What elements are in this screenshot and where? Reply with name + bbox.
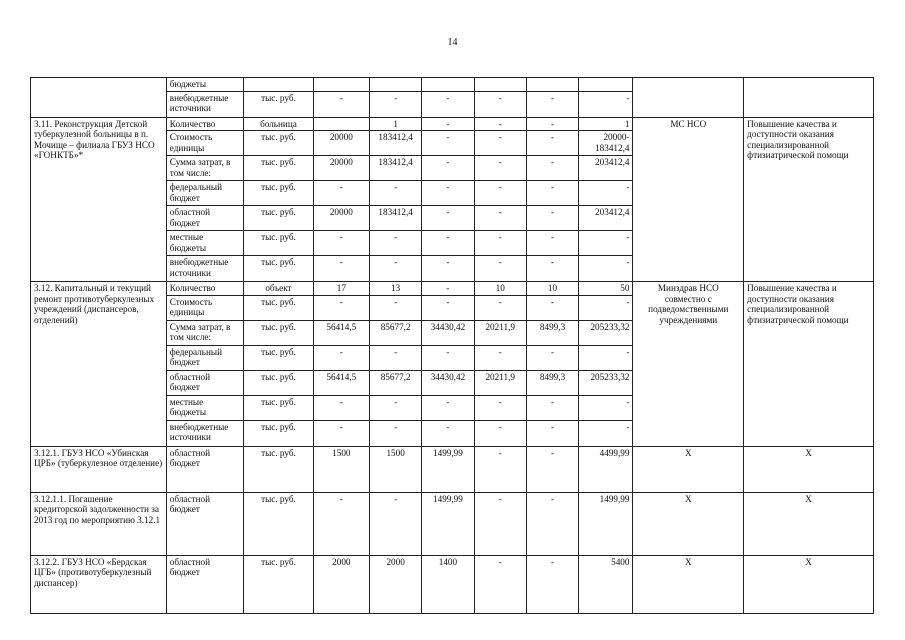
value-cell: - [313,231,369,256]
value-cell: - [313,345,369,370]
value-cell [526,78,578,92]
unit-cell: тыс. руб. [244,492,313,555]
executor-cell: X [633,446,744,492]
value-cell: - [422,345,474,370]
unit-cell: тыс. руб. [244,206,313,231]
executor-cell: X [633,492,744,555]
executor-cell: X [633,555,744,613]
value-cell: 13 [369,282,421,296]
unit-cell: тыс. руб. [244,256,313,282]
value-cell: 1 [579,117,633,131]
source-cell: Стоимость единицы [166,131,243,156]
value-cell: 203412,4 [579,206,633,231]
section-cell: 3.11. Реконструкция Детской туберкулезной больницы в п. Мочище – филиала ГБУЗ НСО «ГОНКТБ»* [31,117,167,282]
value-cell: - [369,256,421,282]
value-cell [313,117,369,131]
value-cell: 1 [369,117,421,131]
result-cell: X [744,555,874,613]
value-cell: - [313,492,369,555]
value-cell: - [422,181,474,206]
value-cell: - [422,206,474,231]
value-cell: - [422,282,474,296]
source-cell: внебюджетные источники [166,420,243,446]
value-cell: 1499,99 [422,492,474,555]
value-cell: - [474,231,526,256]
value-cell: 20000 [313,206,369,231]
value-cell: 1500 [369,446,421,492]
value-cell: 34430,42 [422,370,474,395]
table-row [31,492,874,555]
value-cell: - [474,555,526,613]
value-cell: - [579,345,633,370]
value-cell: 50 [579,282,633,296]
value-cell: 1500 [313,446,369,492]
value-cell: - [369,345,421,370]
source-cell: областной бюджет [166,206,243,231]
value-cell: - [313,395,369,420]
value-cell: - [422,117,474,131]
value-cell: - [474,91,526,117]
value-cell: - [369,295,421,320]
result-cell: X [744,492,874,555]
value-cell: 205233,32 [579,370,633,395]
section-cell: 3.12.1. ГБУЗ НСО «Убинская ЦРБ» (туберкулезное отделение) [31,446,167,492]
section-cell [31,78,167,118]
result-cell [744,78,874,118]
table-row [31,117,874,131]
source-cell: Количество [166,282,243,296]
unit-cell: тыс. руб. [244,370,313,395]
value-cell [474,78,526,92]
table-row [31,78,874,92]
value-cell: - [474,117,526,131]
unit-cell: тыс. руб. [244,345,313,370]
value-cell: - [579,231,633,256]
executor-cell: МС НСО [633,117,744,282]
value-cell: - [422,131,474,156]
unit-cell: тыс. руб. [244,131,313,156]
value-cell: - [474,256,526,282]
table-row [31,446,874,492]
value-cell: - [369,492,421,555]
unit-cell: тыс. руб. [244,446,313,492]
value-cell: 183412,4 [369,131,421,156]
value-cell: - [313,256,369,282]
unit-cell: тыс. руб. [244,555,313,613]
value-cell: 1400 [422,555,474,613]
program-measures-table [30,77,874,614]
value-cell: - [422,231,474,256]
value-cell: - [579,295,633,320]
value-cell: - [579,91,633,117]
value-cell: 85677,2 [369,320,421,345]
value-cell: 1499,99 [579,492,633,555]
value-cell: - [526,345,578,370]
source-cell: областной бюджет [166,370,243,395]
value-cell: 2000 [313,555,369,613]
table-row [31,282,874,296]
unit-cell: тыс. руб. [244,181,313,206]
value-cell: - [526,492,578,555]
value-cell: 203412,4 [579,156,633,181]
value-cell: - [579,420,633,446]
value-cell: 8499,3 [526,370,578,395]
value-cell: - [526,555,578,613]
source-cell: Количество [166,117,243,131]
section-cell: 3.12.2. ГБУЗ НСО «Бердская ЦГБ» (противотуберкулезный диспансер) [31,555,167,613]
value-cell: 8499,3 [526,320,578,345]
unit-cell: объект [244,282,313,296]
value-cell: - [422,420,474,446]
source-cell: областной бюджет [166,492,243,555]
value-cell: - [422,156,474,181]
value-cell: - [474,345,526,370]
table-row [31,555,874,613]
value-cell: - [422,91,474,117]
value-cell: - [526,117,578,131]
value-cell: - [526,156,578,181]
source-cell: бюджеты [166,78,243,92]
value-cell: - [579,395,633,420]
value-cell: 20000 [313,131,369,156]
value-cell: - [313,295,369,320]
executor-cell: Минздрав НСО совместно с подведомственными учреждениями [633,282,744,447]
value-cell [369,78,421,92]
value-cell: - [474,295,526,320]
result-cell: Повышение качества и доступности оказания специализированной фтизиатрической помощи [744,117,874,282]
value-cell: - [526,420,578,446]
value-cell: - [474,206,526,231]
unit-cell: тыс. руб. [244,231,313,256]
value-cell: - [369,395,421,420]
value-cell: 1499,99 [422,446,474,492]
value-cell [579,78,633,92]
value-cell: - [474,446,526,492]
value-cell: - [526,295,578,320]
value-cell: 2000 [369,555,421,613]
value-cell: 10 [526,282,578,296]
unit-cell: тыс. руб. [244,320,313,345]
value-cell: 183412,4 [369,156,421,181]
source-cell: областной бюджет [166,446,243,492]
value-cell: 5400 [579,555,633,613]
section-cell: 3.12.1.1. Погашение кредиторской задолженности за 2013 год по мероприятию 3.12.1 [31,492,167,555]
value-cell: - [422,295,474,320]
value-cell: - [526,446,578,492]
value-cell: 20211,9 [474,320,526,345]
value-cell: 34430,42 [422,320,474,345]
value-cell: - [369,231,421,256]
value-cell [313,78,369,92]
unit-cell: тыс. руб. [244,395,313,420]
section-cell: 3.12. Капитальный и текущий ремонт противотуберкулезных учреждений (диспансеров, отделений) [31,282,167,447]
source-cell: Сумма затрат, в том числе: [166,320,243,345]
source-cell: федеральный бюджет [166,181,243,206]
value-cell: - [313,91,369,117]
value-cell: - [526,131,578,156]
executor-cell [633,78,744,118]
source-cell: областной бюджет [166,555,243,613]
value-cell: - [526,231,578,256]
value-cell: 20000-183412,4 [579,131,633,156]
value-cell: - [526,256,578,282]
unit-cell: тыс. руб. [244,91,313,117]
value-cell [422,78,474,92]
value-cell: 17 [313,282,369,296]
value-cell: 20211,9 [474,370,526,395]
source-cell: федеральный бюджет [166,345,243,370]
value-cell: - [526,395,578,420]
unit-cell [244,78,313,92]
value-cell: - [369,181,421,206]
value-cell: - [474,420,526,446]
value-cell: - [422,395,474,420]
unit-cell: тыс. руб. [244,420,313,446]
value-cell: - [474,181,526,206]
value-cell: - [474,131,526,156]
unit-cell: тыс. руб. [244,156,313,181]
unit-cell: тыс. руб. [244,295,313,320]
value-cell: 10 [474,282,526,296]
value-cell: - [369,91,421,117]
value-cell: - [369,420,421,446]
unit-cell: больница [244,117,313,131]
value-cell: - [313,181,369,206]
source-cell: местные бюджеты [166,395,243,420]
value-cell: 205233,32 [579,320,633,345]
table-body [31,78,874,614]
result-cell: X [744,446,874,492]
value-cell: - [474,492,526,555]
value-cell: - [474,156,526,181]
source-cell: Стоимость единицы [166,295,243,320]
value-cell: 56414,5 [313,370,369,395]
value-cell: 183412,4 [369,206,421,231]
source-cell: местные бюджеты [166,231,243,256]
value-cell: 4499,99 [579,446,633,492]
value-cell: - [313,420,369,446]
result-cell: Повышение качества и доступности оказания специализированной фтизиатрической помощи [744,282,874,447]
source-cell: внебюджетные источники [166,91,243,117]
value-cell: - [526,181,578,206]
value-cell: 20000 [313,156,369,181]
value-cell: 85677,2 [369,370,421,395]
value-cell: - [422,256,474,282]
source-cell: Сумма затрат, в том числе: [166,156,243,181]
value-cell: - [579,256,633,282]
value-cell: 56414,5 [313,320,369,345]
value-cell: - [526,91,578,117]
page-number: 14 [447,37,458,48]
value-cell: - [474,395,526,420]
value-cell: - [526,206,578,231]
value-cell: - [579,181,633,206]
source-cell: внебюджетные источники [166,256,243,282]
